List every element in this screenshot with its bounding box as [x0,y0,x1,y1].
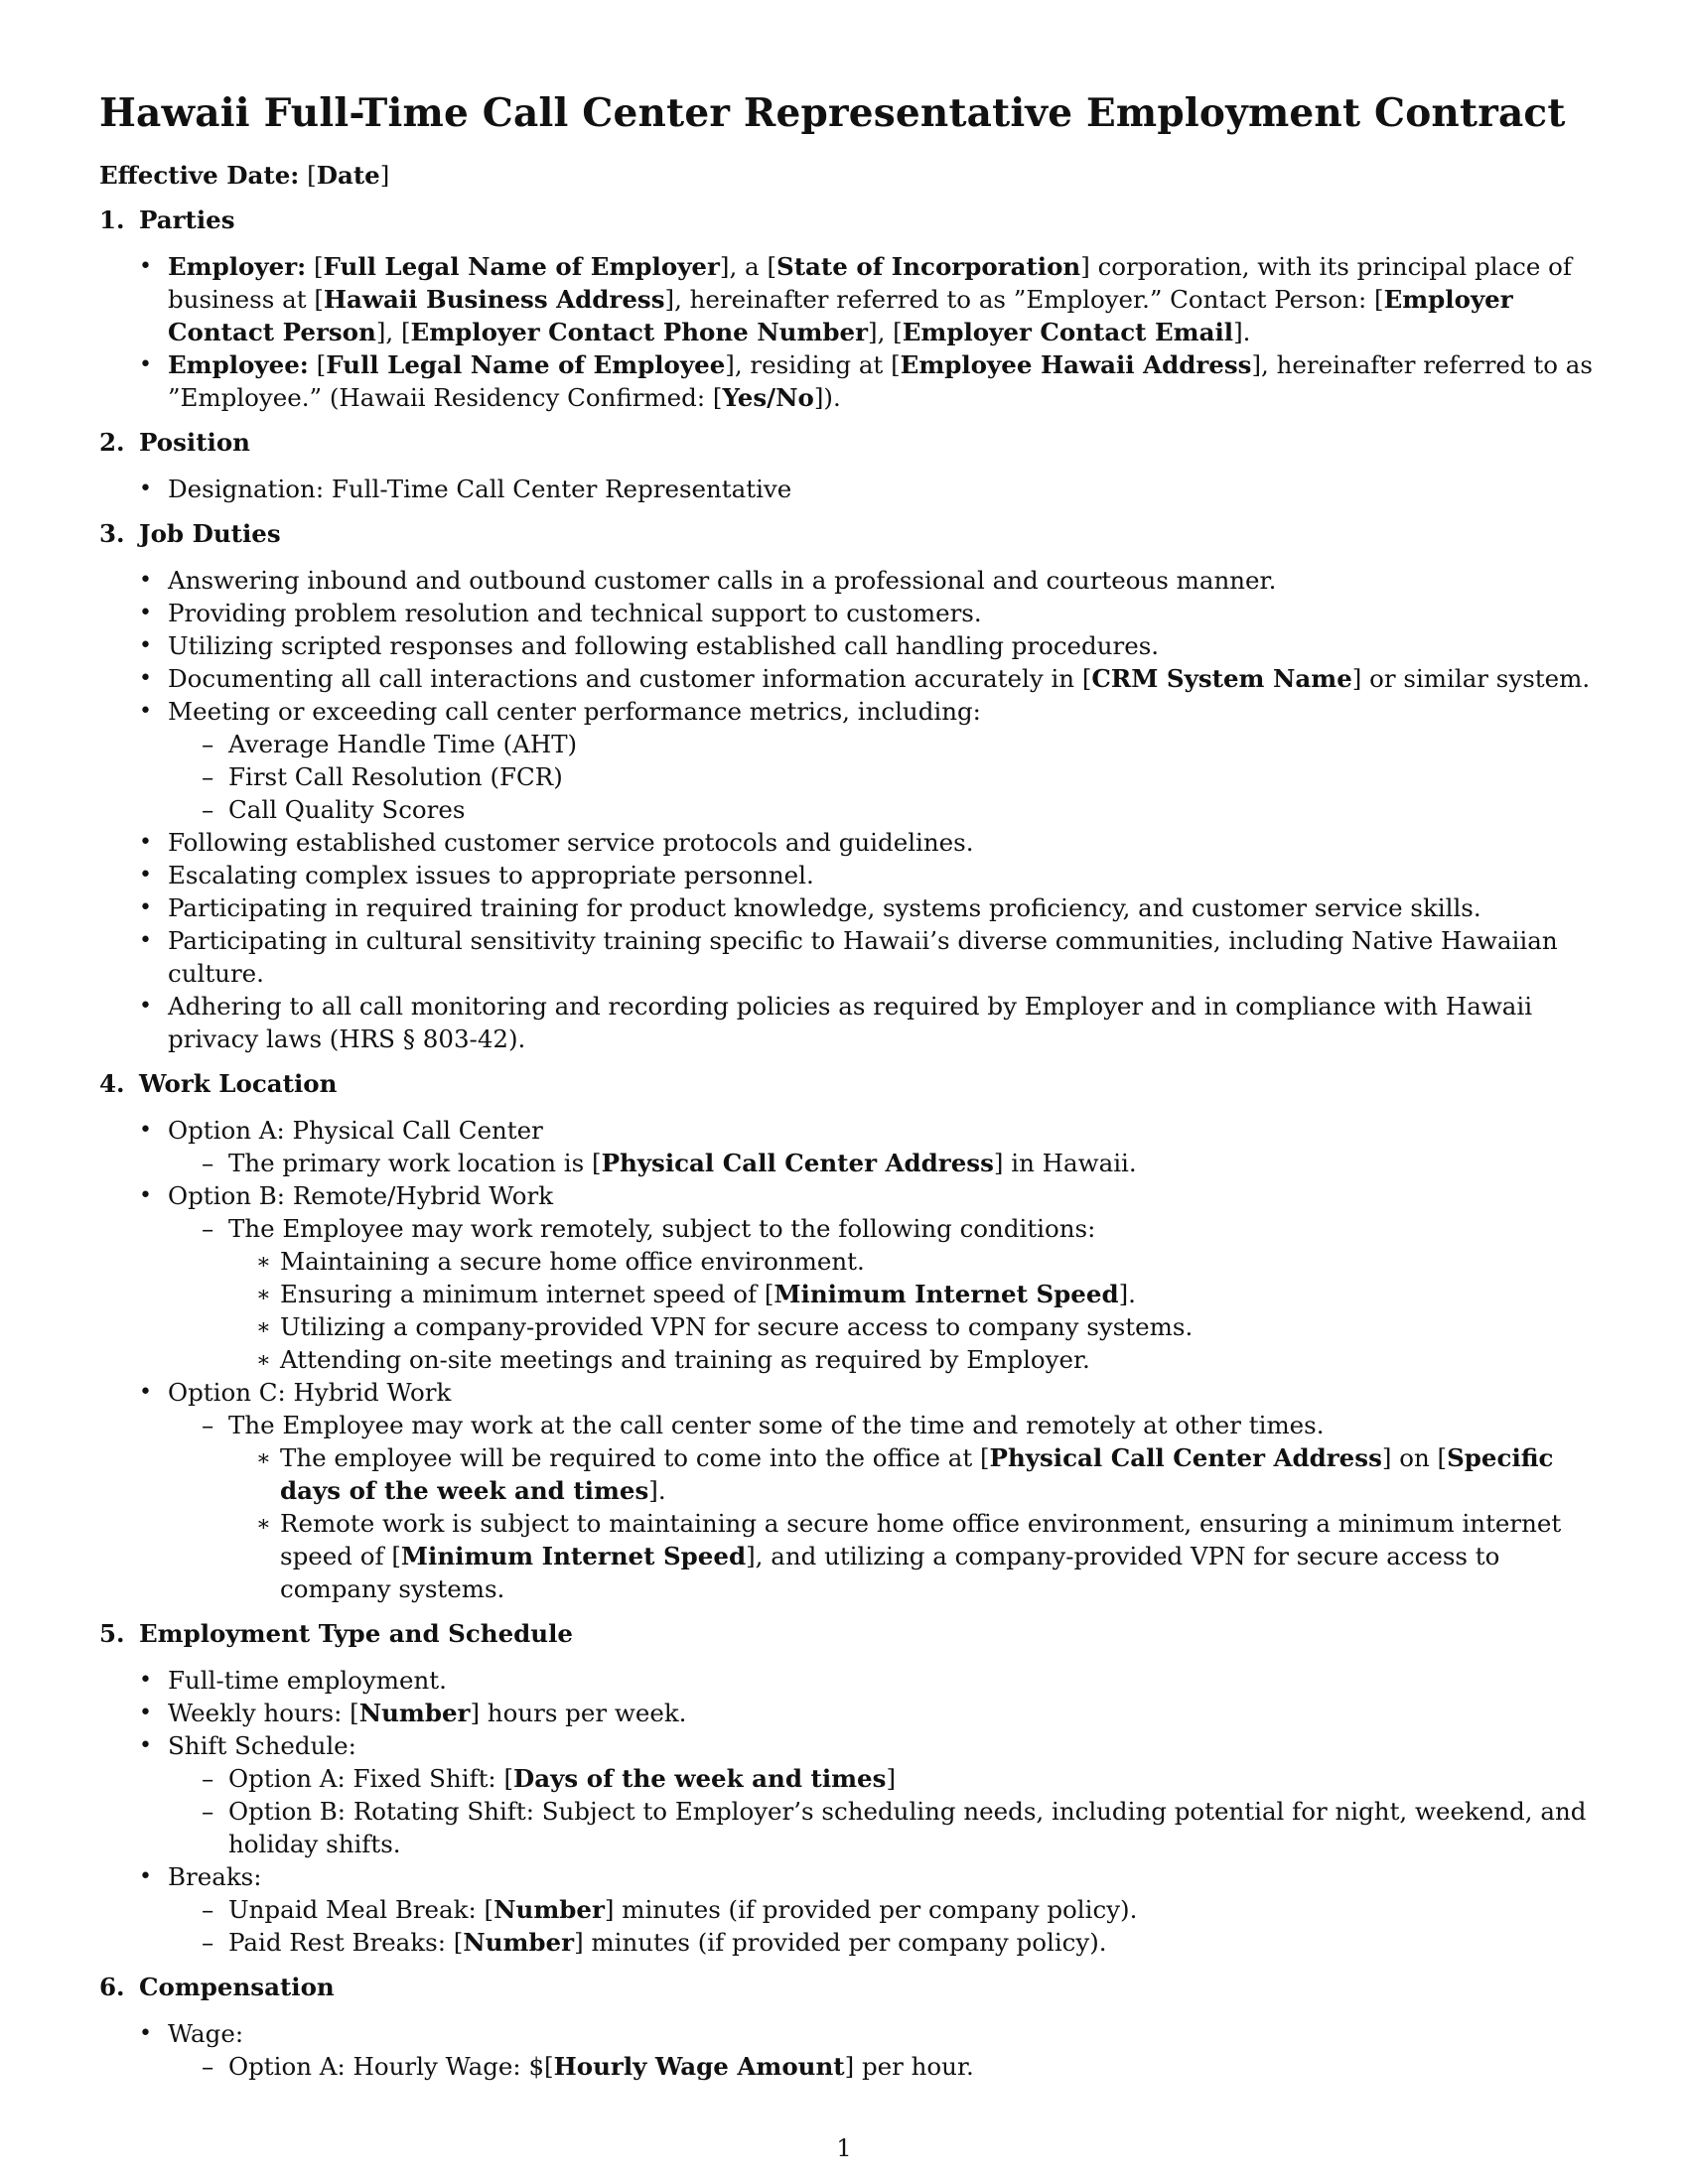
list-item: • Option A: Physical Call Center – The primary work location is [Physical Call Center Address] in Hawaii. [99,1114,1594,1179]
list-item: • Following established customer service protocols and guidelines. [99,826,1594,859]
employee-party: • Employee: [Full Legal Name of Employee], residing at [Employee Hawaii Address], hereinafter referred to as ”Employee.” (Hawaii Residency Confirmed: [Yes/No]). [99,348,1594,414]
section-heading-job-duties: 3. Job Duties [99,519,281,548]
list-item: – Option B: Rotating Shift: Subject to Employer’s scheduling needs, including potential for night, weekend, and holiday shifts. [168,1795,1594,1860]
list-item: • Designation: Full-Time Call Center Representative [99,473,1594,505]
list-item: • Participating in required training for product knowledge, systems proficiency, and customer service skills. [99,891,1594,924]
list-item: – Option A: Fixed Shift: [Days of the week and times] [168,1762,1594,1795]
section-heading-parties: 1. Parties [99,205,235,234]
effective-date-value: Date [316,161,380,190]
list-item: ∗ Utilizing a company-provided VPN for secure access to company systems. [228,1310,1594,1343]
list-item: – Paid Rest Breaks: [Number] minutes (if provided per company policy). [168,1926,1594,1959]
section-heading-position: 2. Position [99,428,250,457]
page-number: 1 [836,2134,852,2162]
list-item: • Answering inbound and outbound customer calls in a professional and courteous manner. [99,564,1594,597]
list-item: ∗ Attending on-site meetings and training as required by Employer. [228,1343,1594,1376]
list-item: • Breaks: – Unpaid Meal Break: [Number] minutes (if provided per company policy). – Paid Rest Breaks: [Number] minutes (if provided per company policy). [99,1860,1594,1959]
section-heading-employment-type: 5. Employment Type and Schedule [99,1619,574,1648]
section-heading-compensation: 6. Compensation [99,1973,335,2001]
list-item: ∗ Ensuring a minimum internet speed of [Minimum Internet Speed]. [228,1278,1594,1310]
list-item: – Option A: Hourly Wage: $[Hourly Wage Amount] per hour. [168,2050,1594,2083]
list-item: ∗ Remote work is subject to maintaining a secure home office environment, ensuring a minimum internet speed of [Minimum Internet Speed], and utilizing a company-provided VPN for secure access to company systems. [228,1507,1594,1605]
list-item: • Weekly hours: [Number] hours per week. [99,1697,1594,1729]
list-item: – The primary work location is [Physical Call Center Address] in Hawaii. [168,1147,1594,1179]
parties-list [99,250,1594,414]
list-item: – The Employee may work at the call center some of the time and remotely at other times. ∗ The employee will be required to come into the office at [Physical Call Center Address] on [Specific days of the week and times]. ∗ Remote work is subject to maintaining a secure home office environment, ensuring a minimum internet speed of [Minimum Internet Speed], and utilizing a company-provided VPN for secure access to company systems. [168,1409,1594,1605]
list-item: – Call Quality Scores [168,793,1594,826]
section-heading-work-location: 4. Work Location [99,1069,338,1098]
document-page [99,89,1594,2095]
list-item: • Documenting all call interactions and customer information accurately in [CRM System Name] or similar system. [99,662,1594,695]
document-title: Hawaii Full-Time Call Center Representative Employment Contract [99,90,1566,136]
list-item: • Meeting or exceeding call center performance metrics, including: – Average Handle Time (AHT) – First Call Resolution (FCR) – Call Quality Scores [99,695,1594,826]
employment-type-list [99,1664,1594,1959]
list-item: – First Call Resolution (FCR) [168,760,1594,793]
list-item: • Adhering to all call monitoring and recording policies as required by Employer and in compliance with Hawaii privacy laws (HRS § 803-42). [99,990,1594,1055]
list-item: • Participating in cultural sensitivity training specific to Hawaii’s diverse communities, including Native Hawaiian culture. [99,924,1594,990]
list-item: • Shift Schedule: – Option A: Fixed Shift: [Days of the week and times] – Option B: Rotating Shift: Subject to Employer’s scheduling needs, including potential for night, weekend, and holiday shifts. [99,1729,1594,1860]
metrics-list [168,728,1594,826]
list-item: • Option B: Remote/Hybrid Work – The Employee may work remotely, subject to the following conditions: ∗ Maintaining a secure home office environment. ∗ Ensuring a minimum internet speed of [Minimum Internet Speed]. ∗ Utilizing a company-provided VPN for secure access to company systems. ∗ Attending on-site meetings and training as required by Employer. [99,1179,1594,1376]
job-duties-list [99,564,1594,1055]
effective-date: Effective Date: [Date] [99,161,390,190]
list-item: – Average Handle Time (AHT) [168,728,1594,760]
list-item: • Wage: – Option A: Hourly Wage: $[Hourly Wage Amount] per hour. [99,2017,1594,2083]
list-item: • Utilizing scripted responses and following established call handling procedures. [99,629,1594,662]
list-item: • Providing problem resolution and technical support to customers. [99,597,1594,629]
list-item: – The Employee may work remotely, subject to the following conditions: ∗ Maintaining a secure home office environment. ∗ Ensuring a minimum internet speed of [Minimum Internet Speed]. ∗ Utilizing a company-provided VPN for secure access to company systems. ∗ Attending on-site meetings and training as required by Employer. [168,1212,1594,1376]
position-list [99,473,1594,505]
compensation-list [99,2017,1594,2083]
list-item: – Unpaid Meal Break: [Number] minutes (if provided per company policy). [168,1893,1594,1926]
list-item: • Escalating complex issues to appropriate personnel. [99,859,1594,891]
list-item: ∗ Maintaining a secure home office environment. [228,1245,1594,1278]
list-item: • Full-time employment. [99,1664,1594,1697]
work-location-list [99,1114,1594,1605]
list-item: ∗ The employee will be required to come into the office at [Physical Call Center Address] on [Specific days of the week and times]. [228,1441,1594,1507]
list-item: • Option C: Hybrid Work – The Employee may work at the call center some of the time and remotely at other times. ∗ The employee will be required to come into the office at [Physical Call Center Address] on [Specific days of the week and times]. ∗ Remote work is subject to maintaining a secure home office environment, ensuring a minimum internet speed of [Minimum Internet Speed], and utilizing a company-provided VPN for secure access to company systems. [99,1376,1594,1605]
employer-party: • Employer: [Full Legal Name of Employer], a [State of Incorporation] corporation, with its principal place of business at [Hawaii Business Address], hereinafter referred to as ”Employer.” Contact Person: [Employer Contact Person], [Employer Contact Phone Number], [Employer Contact Email]. [99,250,1594,348]
